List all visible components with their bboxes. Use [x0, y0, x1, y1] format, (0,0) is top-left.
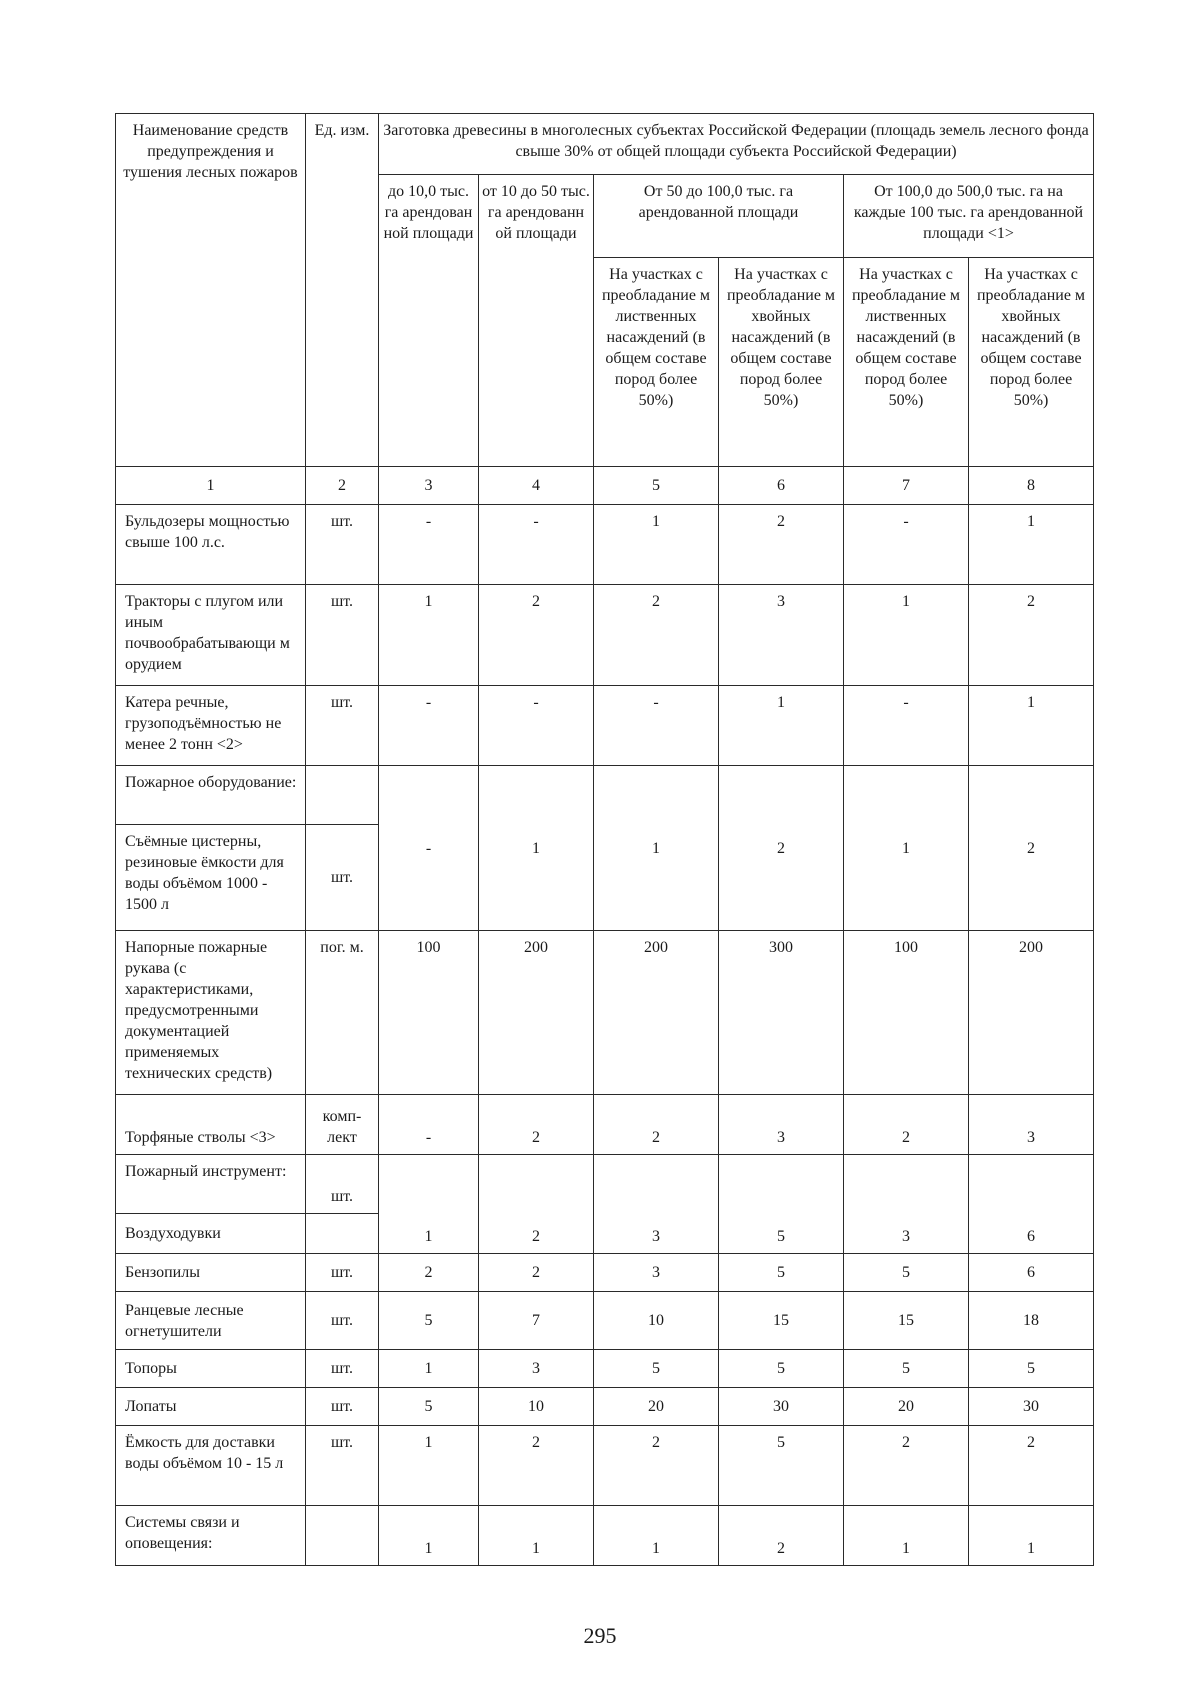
column-number: 6	[719, 467, 844, 505]
header-coniferous-50-100: На участках с преобладание м хвойных насаждений (в общем составе пород более 50%)	[719, 258, 844, 467]
table-cell: 10	[594, 1292, 719, 1350]
table-cell: 5	[844, 1254, 969, 1292]
header-unit-column: Ед. изм.	[306, 114, 379, 467]
table-cell: -	[379, 766, 479, 931]
table-cell: 300	[719, 931, 844, 1095]
header-row-1	[116, 114, 1094, 175]
row-name: Бульдозеры мощностью свыше 100 л.с.	[116, 505, 306, 585]
table-cell: -	[844, 505, 969, 585]
table-cell: 2	[969, 585, 1094, 686]
table-cell: 6	[969, 1254, 1094, 1292]
table-cell: -	[594, 686, 719, 766]
table-cell: 2	[479, 1254, 594, 1292]
row-unit: шт.	[306, 686, 379, 766]
table-cell: 3	[479, 1350, 594, 1388]
page-number: 295	[583, 1623, 617, 1648]
header-name-column: Наименование средств предупреждения и тушения лесных пожаров	[116, 114, 306, 467]
table-cell: 1	[379, 1155, 479, 1254]
table-cell: 200	[594, 931, 719, 1095]
table-cell: 1	[379, 1506, 479, 1566]
table-cell: 200	[479, 931, 594, 1095]
table-cell: 5	[594, 1350, 719, 1388]
table-cell: 30	[719, 1388, 844, 1426]
row-unit: шт.	[306, 1292, 379, 1350]
column-number: 8	[969, 467, 1094, 505]
table-cell: 2	[969, 766, 1094, 931]
table-cell: -	[379, 686, 479, 766]
row-unit: комп- лект	[306, 1095, 379, 1155]
row-name: Торфяные стволы <3>	[116, 1095, 306, 1155]
table-cell: 1	[969, 686, 1094, 766]
table-cell: 1	[479, 1506, 594, 1566]
row-name: Пожарное оборудование:	[116, 766, 306, 825]
table-cell: 5	[969, 1350, 1094, 1388]
row-name: Ёмкость для доставки воды объёмом 10 - 15 л	[116, 1426, 306, 1506]
table-cell: 3	[594, 1254, 719, 1292]
table-cell: -	[479, 686, 594, 766]
row-name: Пожарный инструмент:	[116, 1155, 306, 1214]
table-cell: 20	[594, 1388, 719, 1426]
row-name: Бензопилы	[116, 1254, 306, 1292]
table-cell: 30	[969, 1388, 1094, 1426]
table-row	[116, 585, 1094, 686]
table-cell: 5	[844, 1350, 969, 1388]
table-cell: 1	[969, 505, 1094, 585]
table-cell: 2	[719, 505, 844, 585]
table-cell: 2	[719, 1506, 844, 1566]
table-cell: 3	[844, 1155, 969, 1254]
table-cell: 2	[594, 1095, 719, 1155]
table-cell: -	[379, 1095, 479, 1155]
table-cell: 3	[969, 1095, 1094, 1155]
table-row	[116, 1426, 1094, 1506]
table-cell: 3	[594, 1155, 719, 1254]
table-cell: 1	[844, 766, 969, 931]
row-unit	[306, 766, 379, 825]
table-cell: 1	[379, 1350, 479, 1388]
table-cell: 1	[379, 585, 479, 686]
header-10-to-50: от 10 до 50 тыс. га арендованн ой площади	[479, 175, 594, 467]
row-name: Напорные пожарные рукава (с характеристиками, предусмотренными документацией применяемых технических средств)	[116, 931, 306, 1095]
row-name: Системы связи и оповещения:	[116, 1506, 306, 1566]
row-unit	[306, 1506, 379, 1566]
row-name: Лопаты	[116, 1388, 306, 1426]
table-cell: 10	[479, 1388, 594, 1426]
table-cell: 2	[969, 1426, 1094, 1506]
table-cell: 20	[844, 1388, 969, 1426]
table-cell: 3	[719, 1095, 844, 1155]
row-unit: шт.	[306, 1254, 379, 1292]
table-cell: 2	[379, 1254, 479, 1292]
row-name: Тракторы с плугом или иным почвообрабатывающи м орудием	[116, 585, 306, 686]
header-harvesting-group: Заготовка древесины в многолесных субъектах Российской Федерации (площадь земель лесного фонда свыше 30% от общей площади субъекта Российской Федерации)	[379, 114, 1094, 175]
table-cell: 3	[719, 585, 844, 686]
table-row	[116, 766, 1094, 825]
table-cell: 2	[844, 1426, 969, 1506]
table-cell: 1	[594, 766, 719, 931]
table-cell: -	[479, 505, 594, 585]
row-unit: шт.	[306, 505, 379, 585]
row-unit: шт.	[306, 1426, 379, 1506]
table-row	[116, 1506, 1094, 1566]
table-cell: 5	[719, 1426, 844, 1506]
table-row	[116, 1254, 1094, 1292]
row-unit: пог. м.	[306, 931, 379, 1095]
table-cell: 1	[844, 585, 969, 686]
table-cell: 5	[379, 1388, 479, 1426]
row-name: Съёмные цистерны, резиновые ёмкости для воды объёмом 1000 - 1500 л	[116, 825, 306, 931]
header-deciduous-50-100: На участках с преобладание м лиственных насаждений (в общем составе пород более 50%)	[594, 258, 719, 467]
table-cell: 2	[479, 585, 594, 686]
row-unit: шт.	[306, 1350, 379, 1388]
row-name: Топоры	[116, 1350, 306, 1388]
table-cell: 5	[379, 1292, 479, 1350]
table-cell: 2	[479, 1095, 594, 1155]
header-coniferous-100-500: На участках с преобладание м хвойных насаждений (в общем составе пород более 50%)	[969, 258, 1094, 467]
column-number: 5	[594, 467, 719, 505]
table-row	[116, 1292, 1094, 1350]
table-row	[116, 686, 1094, 766]
table-cell: 5	[719, 1350, 844, 1388]
row-unit: шт.	[306, 585, 379, 686]
table-cell: 15	[844, 1292, 969, 1350]
column-number: 3	[379, 467, 479, 505]
table-cell: 2	[844, 1095, 969, 1155]
column-number: 1	[116, 467, 306, 505]
table-row	[116, 505, 1094, 585]
table-cell: 1	[719, 686, 844, 766]
table-cell: 5	[719, 1155, 844, 1254]
row-name: Катера речные, грузоподъёмностью не менее 2 тонн <2>	[116, 686, 306, 766]
table-cell: 2	[479, 1426, 594, 1506]
row-name: Воздуходувки	[116, 1214, 306, 1254]
header-deciduous-100-500: На участках с преобладание м лиственных насаждений (в общем составе пород более 50%)	[844, 258, 969, 467]
table-row	[116, 1388, 1094, 1426]
table-row	[116, 1350, 1094, 1388]
equipment-norms-table	[115, 113, 1094, 1566]
column-number: 2	[306, 467, 379, 505]
table-cell: 1	[969, 1506, 1094, 1566]
row-unit: шт.	[306, 1388, 379, 1426]
table-row	[116, 931, 1094, 1095]
table-cell: 1	[479, 766, 594, 931]
table-cell: 200	[969, 931, 1094, 1095]
table-cell: 15	[719, 1292, 844, 1350]
row-name: Ранцевые лесные огнетушители	[116, 1292, 306, 1350]
table-cell: 2	[719, 766, 844, 931]
column-number: 7	[844, 467, 969, 505]
header-up-to-10: до 10,0 тыс. га арендован ной площади	[379, 175, 479, 467]
table-cell: 2	[594, 585, 719, 686]
table-cell: 1	[379, 1426, 479, 1506]
row-unit: шт.	[306, 1155, 379, 1214]
table-cell: 100	[844, 931, 969, 1095]
table-cell: 6	[969, 1155, 1094, 1254]
table-cell: 5	[719, 1254, 844, 1292]
header-50-to-100: От 50 до 100,0 тыс. га арендованной площади	[594, 175, 844, 258]
table-cell: 7	[479, 1292, 594, 1350]
table-cell: 1	[594, 505, 719, 585]
table-row	[116, 1095, 1094, 1155]
column-numbers-row	[116, 467, 1094, 505]
header-100-to-500: От 100,0 до 500,0 тыс. га на каждые 100 тыс. га арендованной площади <1>	[844, 175, 1094, 258]
table-cell: -	[379, 505, 479, 585]
table-cell: 1	[594, 1506, 719, 1566]
table-cell: 2	[479, 1155, 594, 1254]
table-row	[116, 1155, 1094, 1214]
table-cell: 2	[594, 1426, 719, 1506]
table-cell: 18	[969, 1292, 1094, 1350]
table-cell: 100	[379, 931, 479, 1095]
table-cell: 1	[844, 1506, 969, 1566]
row-unit	[306, 1214, 379, 1254]
row-unit: шт.	[306, 825, 379, 931]
table-cell: -	[844, 686, 969, 766]
column-number: 4	[479, 467, 594, 505]
